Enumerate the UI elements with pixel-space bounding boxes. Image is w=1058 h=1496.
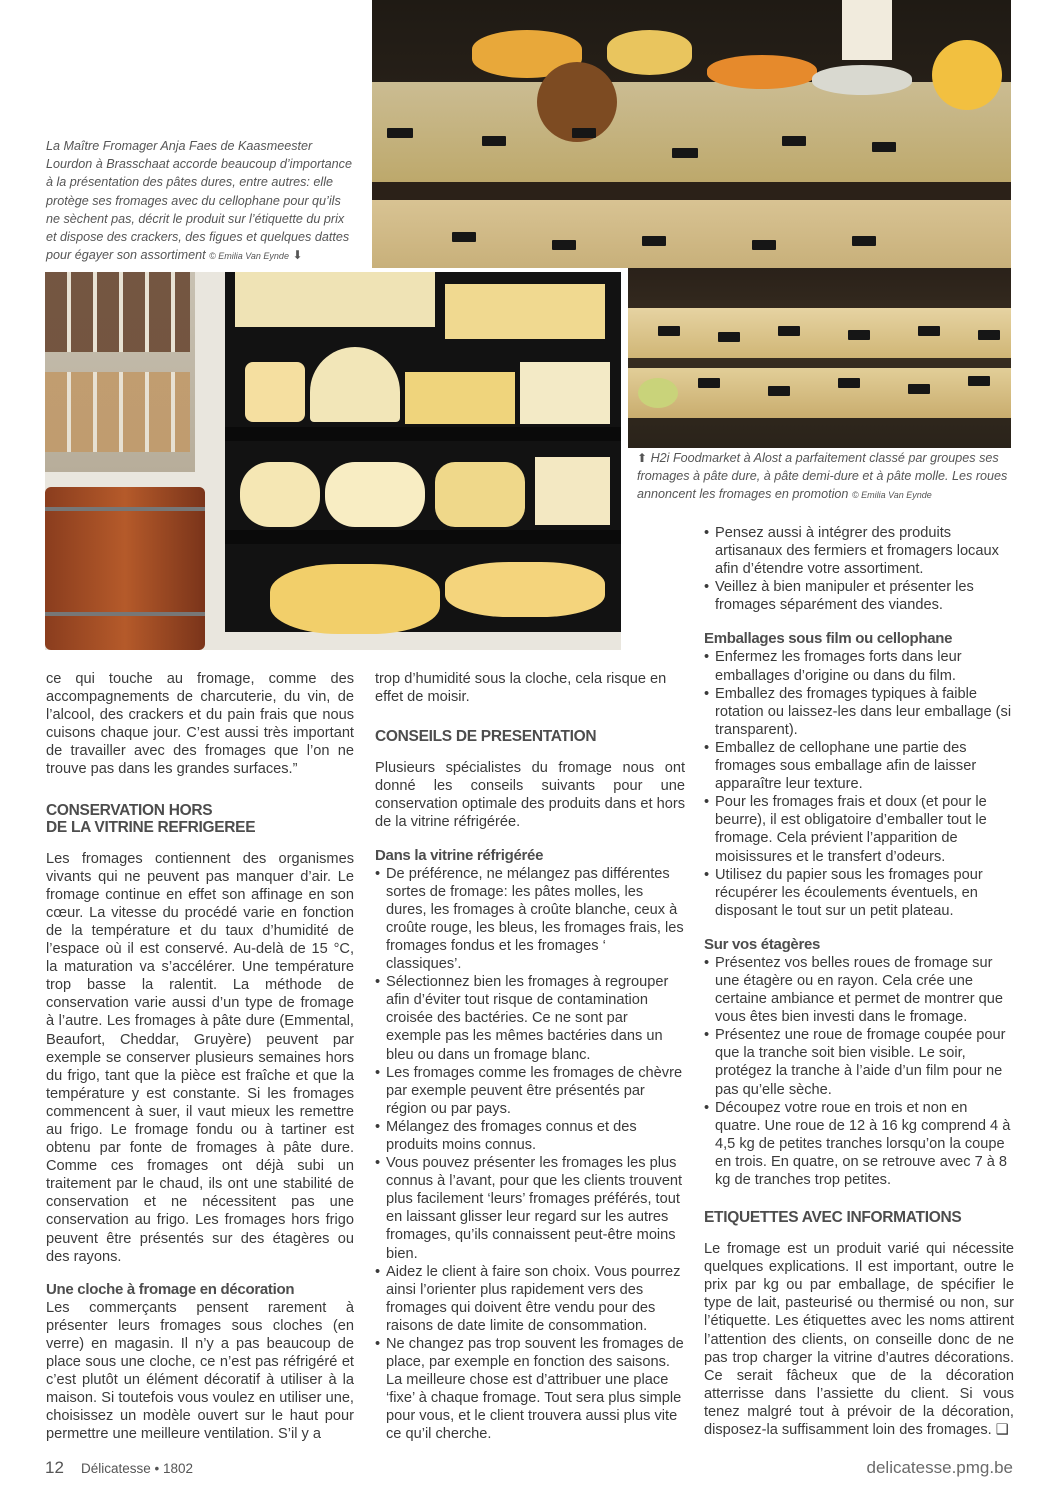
heading-conseils: CONSEILS DE PRESENTATION: [375, 728, 597, 746]
list-etageres: [704, 954, 1014, 1189]
list-item: • Pensez aussi à intégrer des produits artisanaux des fermiers et fromagers locaux afin d’étendre votre assortiment.: [704, 524, 1014, 578]
list-item: • Veillez à bien manipuler et présenter les fromages séparément des viandes.: [704, 578, 1014, 614]
list-item: • Présentez une roue de fromage coupée pour que la tranche soit bien visible. Le soir, protégez la tranche à l’aide d’un film pour ne pas qu’elle sèche.: [704, 1026, 1014, 1098]
list-emballages: [704, 648, 1014, 919]
list-item: • Découpez votre roue en trois et non en quatre. Une roue de 12 à 16 kg comprend 4 à 4,5 kg de petites tranches lorsqu’on la coupe en trois. En quatre, on se retrouve avec 7 à 8 kg de tranches trop petites.: [704, 1099, 1014, 1189]
heading-etiquettes: ETIQUETTES AVEC INFORMATIONS: [704, 1209, 962, 1227]
photo-kaasmeester-shelves: [45, 272, 621, 650]
caption-left-text: La Maître Fromager Anja Faes de Kaasmeester Lourdon à Brasschaat accorde beaucoup d’importance à la présentation des pâtes dures, entre autres: elle protège ses fromages avec du cellophane pour qu’ils ne sèchent pas, décrit le produit sur l’étiquette du prix et dispose des crackers, des figues et quelques dattes pour égayer son assortiment: [46, 139, 352, 263]
list-item: • De préférence, ne mélangez pas différentes sortes de fromage: les pâtes molles, les dures, les fromages à croûte blanche, ceux à croûte rouge, les bleus, les fromages frais, les fromages fondus et les fromages ‘ classiques’.: [375, 865, 685, 974]
paragraph-cloche: Les commerçants pensent rarement à présenter leurs fromages sous cloches (en verre) en magasin. Il n’y a pas beaucoup de place sous une cloche, ce n’est pas réfrigéré et c’est plutôt un élément décoratif à utiliser à la maison. Si toutefois vous voulez en utiliser une, choisissez un modèle ouvert sur le haut pour permettre une meilleure ventilation. S’il y a: [46, 1299, 354, 1443]
list-item: • Présentez vos belles roues de fromage sur une étagère ou en rayon. Cela crée une certaine ambiance et permet de montrer que vous êtes bien investi dans le fromage.: [704, 954, 1014, 1026]
caption-right-credit: © Emilia Van Eynde: [851, 490, 932, 501]
list-item: • Mélangez des fromages connus et des produits moins connus.: [375, 1118, 685, 1154]
list-item: • Utilisez du papier sous les fromages pour récupérer les écoulements éventuels, en disposant le tout sur un petit plateau.: [704, 866, 1014, 920]
list-item: • Ne changez pas trop souvent les fromages de place, par exemple en fonction des saisons. La meilleure chose est d’attribuer une place ‘fixe’ à chaque fromage. Tout sera plus simple pour vous, et le client trouvera aussi plus vite ce qu’il cherche.: [375, 1335, 685, 1444]
paragraph-quote-end: ce qui touche au fromage, comme des accompagnements de charcuterie, du vin, de l’alcool, des crackers et du pain frais que nous cuisons chaque jour. C’est aussi très important de travailler avec des fromages que l’on ne trouve pas dans les grandes surfaces.”: [46, 671, 354, 778]
column-3: [704, 524, 1014, 1439]
magazine-issue: Délicatesse • 1802: [81, 1461, 194, 1476]
caption-right-text: H2i Foodmarket à Alost a parfaitement classé par groupes ses fromages à pâte dure, à pâte demi-dure et à pâte molle. Les roues annoncent les fromages en promotion: [637, 451, 1008, 502]
page-number: 12: [45, 1458, 64, 1477]
paragraph-conservation: Les fromages contiennent des organismes vivants qui ne peuvent pas manquer d’air. Le fromage continue en effet son affinage en son cœur. La vitesse du procédé varie en fonction de la température et du taux d’humidité de l’espace où il est conservé. Au-delà de 15 °C, la maturation va s’accélérer. Une température trop basse la ralentit. La méthode de conservation varie aussi d’un type de fromage à l’autre. Les fromages à pâte dure (Emmental, Beaufort, Cheddar, Gruyère) peuvent par exemple se conserver plusieurs semaines hors du frigo, tant que la pièce est fraîche et que la température y est constante. Si les fromages commencent à suer, il vaut mieux les remettre au frigo. Le fromage fondu ou à tartiner est obtenu par fonte de fromages à pâte dure. Comme ces fromages ont déjà subi un traitement par le chaud, ils ont une stabilité de conservation et ne nécessitent pas une conservation au frigo. Les fromages hors frigo peuvent être présentés sur des étagères ou des rayons.: [46, 850, 354, 1265]
caption-left: [46, 137, 354, 265]
arrow-up-icon: ⬆: [637, 451, 648, 465]
list-item: • Pour les fromages frais et doux (et pour le beurre), il est obligatoire d’emballer tout le fromage. Cela prévient l’apparition de moisissures et le transfert d’odeurs.: [704, 793, 1014, 865]
list-item: • Enfermez les fromages forts dans leur emballages d’origine ou dans du film.: [704, 648, 1014, 684]
website-link[interactable]: delicatesse.pmg.be: [866, 1458, 1013, 1477]
end-mark-icon: ❑: [995, 1422, 1009, 1439]
photo-cheese-wheels: [372, 0, 1011, 268]
heading-conservation-line1: CONSERVATION HORS: [46, 801, 213, 819]
heading-cloche: Une cloche à fromage en décoration: [46, 1280, 295, 1298]
list-item: • Sélectionnez bien les fromages à regrouper afin d’éviter tout risque de contamination croisée des bactéries. Ce ne sont par exemple pas les mêmes bactéries dans un bleu ou dans un fromage blanc.: [375, 973, 685, 1063]
column-2: [375, 670, 685, 1444]
footer: [45, 1458, 1013, 1480]
list-item: • Aidez le client à faire son choix. Vous pourrez ainsi l’orienter plus rapidement vers des fromages qui doivent être vendu pour des raisons de date limite de consommation.: [375, 1263, 685, 1335]
caption-right: [637, 449, 1012, 505]
etiquettes-text: Le fromage est un produit varié qui nécessite quelques explications. Il est important, outre le prix par kg ou par emballage, de spécifier le type de lait, pasteurisé ou thermisé ou non, sur l’étiquette. Les étiquettes avec les noms attirent l’attention des clients, on conseille donc de ne pas trop charger la vitrine d’autres décorations. Ce serait fâcheux que de la décoration atterrisse dans l’assiette du client. Si vous tenez malgré tout à prévoir de la décoration, disposez-la suffisamment loin des fromages.: [704, 1241, 1014, 1439]
heading-vitrine: Dans la vitrine réfrigérée: [375, 846, 544, 864]
heading-conservation-line2: DE LA VITRINE REFRIGEREE: [46, 818, 256, 836]
list-item: • Emballez des fromages typiques à faible rotation ou laissez-les dans leur emballage (si transparent).: [704, 685, 1014, 739]
heading-emballages: Emballages sous film ou cellophane: [704, 630, 953, 648]
paragraph-cloche-end: trop d’humidité sous la cloche, cela risque en effet de moisir.: [375, 671, 667, 706]
arrow-down-icon: ⬇: [292, 248, 303, 263]
heading-etageres: Sur vos étagères: [704, 935, 821, 953]
photo-vitrine-h2i: [628, 268, 1011, 448]
list-vitrine: [375, 865, 685, 1444]
list-top: [704, 524, 1014, 614]
paragraph-conseils: Plusieurs spécialistes du fromage nous ont donné les conseils suivants pour une conservation optimale des produits dans et hors de la vitrine réfrigérée.: [375, 760, 685, 831]
caption-left-credit: © Emilia Van Eynde: [209, 251, 289, 262]
list-item: • Les fromages comme les fromages de chèvre par exemple peuvent être présentés par région ou par pays.: [375, 1064, 685, 1118]
list-item: • Vous pouvez présenter les fromages les plus connus à l’avant, pour que les clients trouvent plus facilement ‘leurs’ fromages préférés, tout en laissant glisser leur regard sur les autres fromages, qu’ils connaissent peut-être moins bien.: [375, 1154, 685, 1263]
paragraph-etiquettes: [704, 1240, 1014, 1439]
column-1: [46, 670, 354, 1443]
list-item: • Emballez de cellophane une partie des fromages sous emballage afin de laisser apparaître leur texture.: [704, 739, 1014, 793]
